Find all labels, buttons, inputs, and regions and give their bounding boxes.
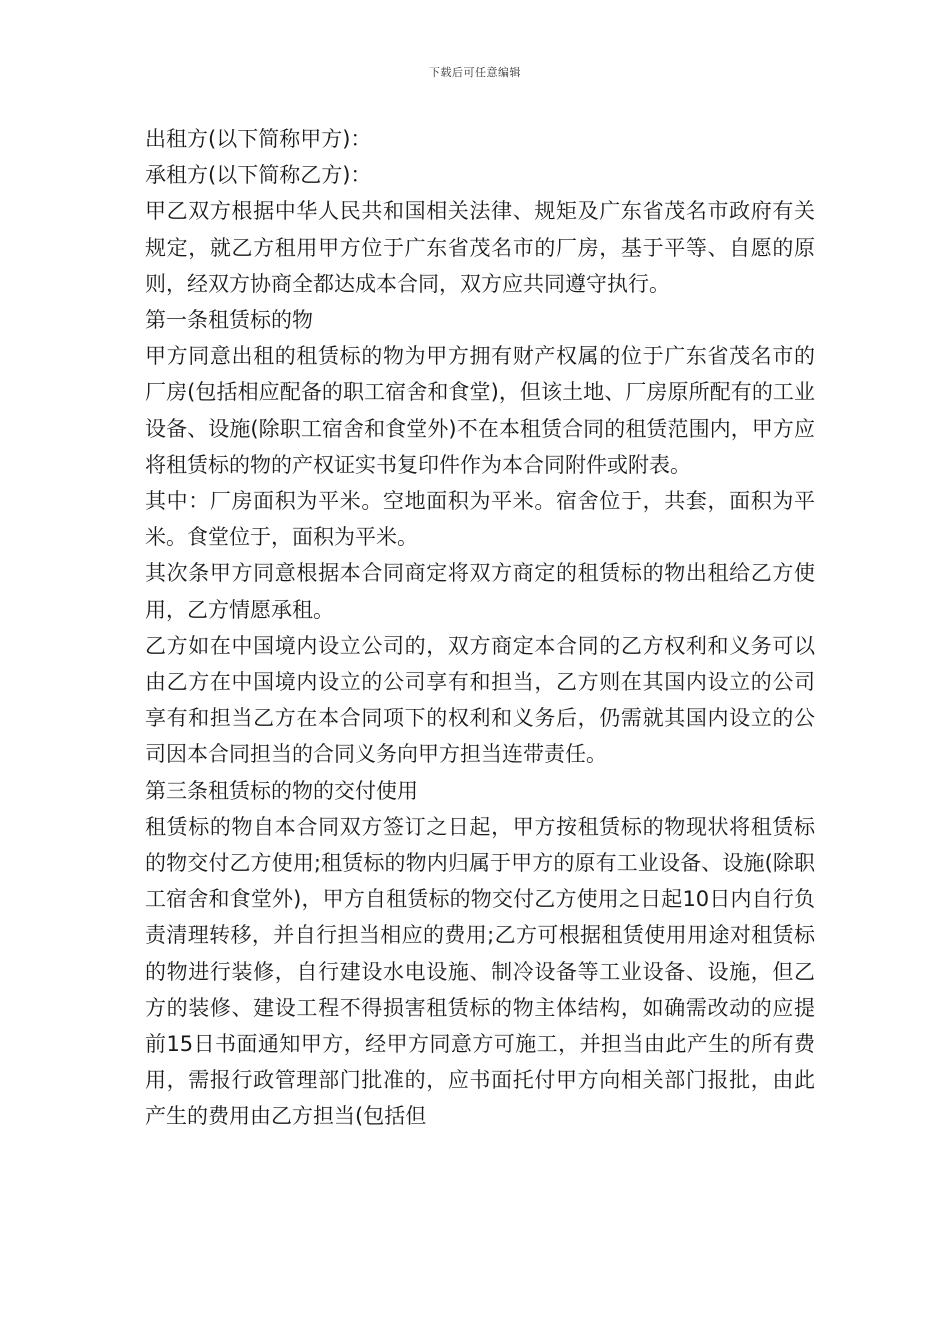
page-header: 下载后可任意编辑 (429, 66, 521, 79)
paragraph-areas: 其中：厂房面积为平米。空地面积为平米。宿舍位于，共套，面积为平米。食堂位于，面积为平米。 (145, 489, 815, 550)
paragraph-company: 乙方如在中国境内设立公司的，双方商定本合同的乙方权利和义务可以由乙方在中国境内设立的公司享有和担当，乙方则在其国内设立的公司享有和担当乙方在本合同项下的权利和义务后，仍需就其国内设立的公司因本合同担当的合同义务向甲方担当连带责任。 (145, 633, 815, 767)
paragraph-subject: 甲方同意出租的租赁标的物为甲方拥有财产权属的位于广东省茂名市的厂房(包括相应配备的职工宿舍和食堂)，但该土地、厂房原所配有的工业设备、设施(除职工宿舍和食堂外)不在本租赁合同的租赁范围内，甲方应将租赁标的物的产权证实书复印件作为本合同附件或附表。 (145, 344, 815, 477)
paragraph-preamble: 甲乙双方根据中华人民共和国相关法律、规矩及广东省茂名市政府有关规定，就乙方租用甲方位于广东省茂名市的厂房，基于平等、自愿的原则，经双方协商全都达成本合同，双方应共同遵守执行。 (145, 199, 815, 296)
paragraph-lessor: 出租方(以下简称甲方)： (145, 127, 372, 151)
section-heading-1: 第一条租赁标的物 (145, 308, 313, 333)
section-heading-3: 第三条租赁标的物的交付使用 (145, 778, 418, 803)
paragraph-article-2: 其次条甲方同意根据本合同商定将双方商定的租赁标的物出租给乙方使用，乙方情愿承租。 (145, 561, 815, 622)
paragraph-lessee: 承租方(以下简称乙方)： (145, 163, 372, 188)
document-body (145, 121, 815, 1135)
paragraph-delivery: 租赁标的物自本合同双方签订之日起，甲方按租赁标的物现状将租赁标的物交付乙方使用;租赁标的物内归属于甲方的原有工业设备、设施(除职工宿舍和食堂外)，甲方自租赁标的物交付乙方使用之日起10日内自行负责清理转移，并自行担当相应的费用;乙方可根据租赁使用用途对租赁标的物进行装修，自行建设水电设施、制冷设备等工业设备、设施，但乙方的装修、建设工程不得损害租赁标的物主体结构，如确需改动的应提前15日书面通知甲方，经甲方同意方可施工，并担当由此产生的所有费用，需报行政管理部门批准的，应书面托付甲方向相关部门报批，由此产生的费用由乙方担当(包括但 (145, 814, 815, 1129)
